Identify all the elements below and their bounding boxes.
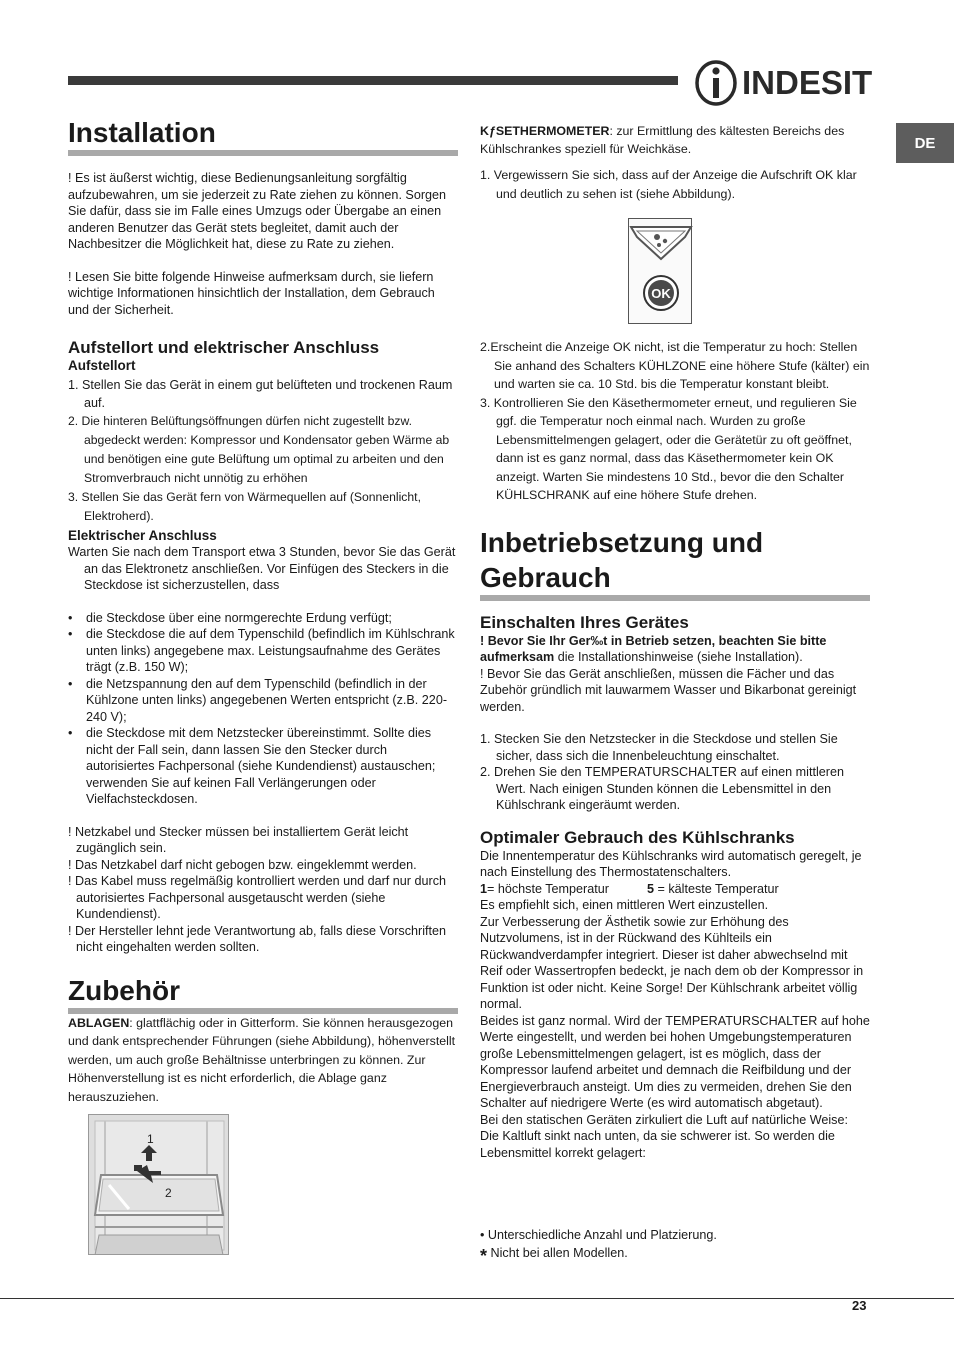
einschalten-bold: ! Bevor Sie Ihr Ger‰t in Betrieb setzen, beachten Sie bitte aufmerksam: [480, 633, 827, 664]
footnote-2-text: Nicht bei allen Modellen.: [487, 1246, 628, 1260]
einschalten-title: Einschalten Ihres Gerätes: [480, 612, 689, 632]
ok-indicator-figure: [628, 218, 692, 324]
einschalten-paragraph: [480, 633, 870, 666]
thermometer-list-1: [480, 166, 870, 204]
optimal-paragraph-4: Beides ist ganz normal. Wird der TEMPERATURSCHALTER auf hohe Werte eingestellt, und werden bei hohen Umgebungstemperaturen große Lebensmittelmengen gelagert, ist es möglich, dass der Kompressor laufend arbeitet und demnach die Reifbildung und der Energieverbrauch ansteigt. Um dies zu vermeiden, drehen Sie den Schalter auf niedrigere Werte (es wird automatisch abgetaut).: [480, 1013, 870, 1110]
temp-1-text: = höchste Temperatur: [487, 881, 609, 896]
list-item: • die Steckdose über eine normgerechte Erdung verfügt;: [68, 610, 458, 627]
list-item: • die Steckdose mit dem Netzstecker übereinstimmt. Sollte dies nicht der Fall sein, dann lassen Sie den Stecker durch autorisiertes Fachpersonal (siehe Kundendienst) austauschen; verwenden Sie auf keinen Fall Verlängerungen oder Vielfachsteckdosen.: [68, 725, 458, 808]
einschalten-note: ! Bevor Sie das Gerät anschließen, müssen die Fächer und das Zubehör gründlich mit lauwarmem Wasser und Bikarbonat gereinigt werden.: [480, 666, 857, 714]
optimal-paragraph-1: Die Innentemperatur des Kühlschranks wird automatisch geregelt, je nach Einstellung des Thermostatenschalters.: [480, 848, 862, 879]
figure-label-1: 1: [147, 1132, 154, 1146]
footnotes: [480, 1226, 870, 1265]
list-item: • die Steckdose die auf dem Typenschild (befindlich im Kühlschrank unten links) angegebene max. Leistungsaufnahme des Gerätes trägt (z.B. 150 W);: [68, 626, 458, 676]
aufstellort-list: [68, 376, 458, 526]
footnote-1: • Unterschiedliche Anzahl und Platzierung.: [480, 1228, 717, 1242]
temperature-scale: [480, 881, 870, 898]
aufstellort-title: Aufstellort: [68, 358, 136, 373]
thermometer-list-3: [480, 394, 870, 505]
warning-item: ! Netzkabel und Stecker müssen bei installiertem Gerät leicht zugänglich sein.: [68, 824, 409, 855]
list-item: • die Netzspannung den auf dem Typenschild (befindlich in der Kühlzone unten links) angegebenen Werten entspricht (z.B. 220-240 V);: [68, 676, 458, 726]
intro-paragraph-1: ! Es ist äußerst wichtig, diese Bedienungsanleitung sorgfältig aufzubewahren, um sie jederzeit zu Rate ziehen zu können. Sorgen Sie dafür, dass sie im Falle eines Umzugs oder Übergabe an einen anderen Benutzer das Gerät stets begleitet, damit auch der Nachbesitzer die Möglichkeit hat, diese zu Rate zu ziehen.: [68, 171, 447, 251]
indesit-logo: [694, 58, 873, 108]
einschalten-rest: die Installationshinweise (siehe Installation).: [554, 650, 803, 664]
language-tab: DE: [896, 123, 954, 163]
page-number: 23: [852, 1298, 867, 1313]
title-line-2: Gebrauch: [480, 561, 611, 593]
list-item: 1. Stecken Sie den Netzstecker in die Steckdose und stellen Sie sicher, dass sich die Innenbeleuchtung einschaltet.: [480, 732, 838, 763]
thermometer-text: : zur Ermittlung des kältesten Bereichs des Kühlschrankes speziell für Weichkäse.: [480, 124, 845, 156]
list-item: 2. Drehen Sie den TEMPERATURSCHALTER auf einen mittleren Wert. Nach einigen Stunden können die Lebensmittel in den Kühlschrank eingeräumt werden.: [480, 765, 844, 812]
asterisk-icon: *: [480, 1246, 488, 1266]
ok-label: OK: [651, 286, 671, 301]
footer-rule: [0, 1298, 954, 1299]
shelf-illustration: [88, 1114, 229, 1255]
warning-item: ! Das Kabel muss regelmäßig kontrolliert werden und darf nur durch autorisiertes Fachpersonal ausgetauscht werden (siehe Kundendienst).: [68, 874, 446, 921]
optimal-paragraph-2: Es empfiehlt sich, einen mittleren Wert einzustellen.: [480, 898, 769, 912]
temp-5-number: 5: [647, 881, 655, 896]
list-item: 3. Stellen Sie das Gerät fern von Wärmequellen auf (Sonnenlicht, Elektroherd).: [68, 490, 421, 523]
header-bar: [68, 76, 678, 85]
inbetriebsetzung-title: [480, 525, 870, 601]
thermometer-item-2: 2.Erscheint die Anzeige OK nicht, ist die Temperatur zu hoch: Stellen Sie anhand des Schalters KÜHLZONE eine höhere Stufe (kälter) ein und warten sie ca. 10 Std. bis die Temperatur konstant bleibt.: [480, 340, 870, 391]
temp-1-number: 1: [480, 881, 488, 896]
right-column: [480, 122, 870, 1161]
section-aufstellort-anschluss-title: Aufstellort und elektrischer Anschluss: [68, 338, 380, 357]
shelf-drawing: [89, 1115, 229, 1255]
zubehoer-title: Zubehör: [68, 974, 458, 1014]
warning-item: ! Der Hersteller lehnt jede Verantwortung ab, falls diese Vorschriften nicht eingehalten werden sollten.: [68, 923, 447, 954]
elektrischer-anschluss-title: Elektrischer Anschluss: [68, 528, 217, 543]
temp-5-text: = kälteste Temperatur: [654, 881, 779, 896]
title-line-1: Inbetriebsetzung und: [480, 526, 764, 558]
list-item: 3. Kontrollieren Sie den Käsethermometer erneut, und regulieren Sie ggf. die Temperatur noch einmal nach. Wurden zu große Lebensmittelmengen gelagert, oder die Gerätetür zu oft geöffnet, dann ist es ganz normal, dass das Käsethermometer kein OK anzeigt. Warten Sie mindestens 10 Std., bevor die den Schalter KÜHLSCHRANK auf eine höhere Stufe drehen.: [480, 395, 857, 502]
ablagen-paragraph: [68, 1014, 458, 1107]
list-item: 1. Vergewissern Sie sich, dass auf der Anzeige die Aufschrift OK klar und deutlich zu sehen ist (siehe Abbildung).: [480, 168, 857, 201]
elektrisch-bullet-list: [68, 610, 458, 808]
thermometer-label: KƒSETHERMOMETER: [480, 124, 610, 138]
list-item: 1. Stellen Sie das Gerät in einem gut belüfteten und trockenen Raum auf.: [68, 378, 453, 410]
intro-paragraph-2: ! Lesen Sie bitte folgende Hinweise aufmerksam durch, sie liefern wichtige Informationen hinsichtlich der Installation, dem Gebrauch und der Sicherheit.: [68, 269, 435, 317]
optimal-title: Optimaler Gebrauch des Kühlschranks: [480, 827, 795, 847]
elektrisch-intro: Warten Sie nach dem Transport etwa 3 Stunden, bevor Sie das Gerät an das Elektronetz anschließen. Vor Einfügen des Steckers in die Steckdose ist sicherzustellen, dass: [68, 545, 456, 592]
left-column: [68, 116, 458, 1255]
thermometer-paragraph: [480, 122, 870, 158]
optimal-paragraph-5: Bei den statischen Geräten zirkuliert die Luft auf natürliche Weise: Die Kaltluft sinkt nach unten, da sie schwerer ist. So werden die Lebensmittel korrekt gelagert:: [480, 1112, 848, 1160]
einschalten-list: [480, 731, 870, 814]
brand-name: INDESIT: [742, 64, 873, 101]
thermometer-drawing: [629, 219, 693, 325]
optimal-paragraph-3: Zur Verbesserung der Ästhetik sowie zur Erhöhung des Nutzvolumens, ist in der Rückwand des Kühlteils ein Rückwandverdampfer integriert. Dieser ist daher abwechselnd mit Reif oder Wassertropfen bedeckt, je nach dem ob der Kompressor in Funktion ist oder nicht. Keine Sorge! Der Kühlschrank arbeitet völlig normal.: [480, 914, 864, 1011]
logo-i-icon: [694, 58, 744, 108]
figure-label-2: 2: [165, 1186, 172, 1200]
footnote-2: [480, 1244, 870, 1265]
ablagen-label: ABLAGEN: [68, 1015, 130, 1030]
warning-item: ! Das Netzkabel darf nicht gebogen bzw. eingeklemmt werden.: [68, 857, 417, 872]
list-item: 2. Die hinteren Belüftungsöffnungen dürfen nicht zugestellt bzw. abgedeckt werden: Kompressor und Kondensator geben Wärme ab und benötigen eine gute Belüftung um optimal zu arbeiten und den Stromverbrauch nicht unnötig zu erhöhen: [68, 414, 450, 485]
warnings-list: [68, 824, 458, 956]
ablagen-text: : glattflächig oder in Gitterform. Sie können herausgezogen und dank entsprechender Führungen (siehe Abbildung), höhenverstellt werden, um auch große Behältnisse unterbringen zu können. Zur Höhenverstellung ist es nicht erforderlich, die Ablage ganz herauszuziehen.: [68, 1015, 456, 1104]
installation-title: Installation: [68, 116, 458, 156]
